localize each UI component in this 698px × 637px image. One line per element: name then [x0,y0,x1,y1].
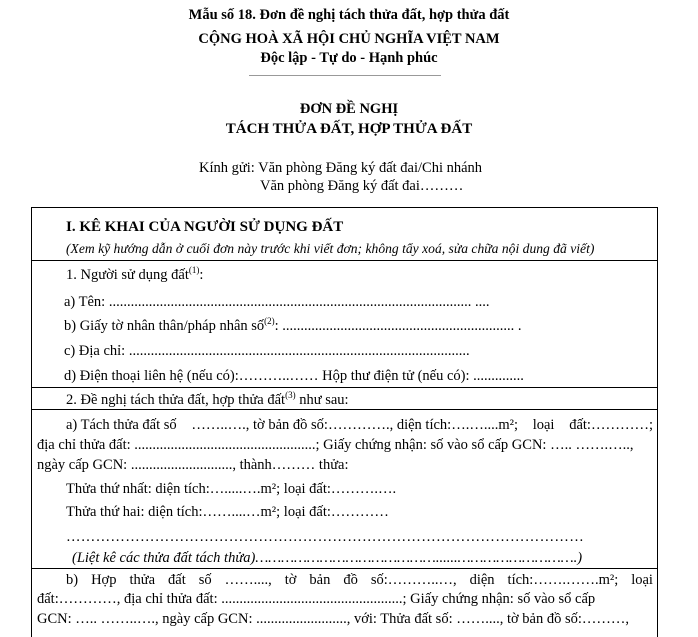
split-text: đất:…………; [569,417,653,433]
merge-text: số [198,572,212,588]
id-paper-field: b) Giấy tờ nhân thân/pháp nhân số$^{(2)}$: ................................................................ . [64,316,522,334]
merge-text: ……...., [224,572,272,588]
split-parcel-1: Thửa thứ nhất: diện tích:….....….m²; loại đất:……….…. [66,481,397,497]
split-parcel-2: Thửa thứ hai: diện tích:……....…m²; loại đất:………… [66,504,389,520]
merge-text: số:………..…, [370,572,457,588]
contact-field: d) Điện thoại liên hệ (nếu có):………..…… Hộp thư điện tử (nếu có): .............. [64,368,524,384]
table-divider [31,260,658,261]
merge-text: bản [309,572,331,588]
country-name: CỘNG HOÀ XÃ HỘI CHỦ NGHĨA VIỆT NAM [198,31,500,47]
merge-text: đồ [343,572,358,588]
merge-line-2: đất:…………, địa chỉ thửa đất: ..................................................; Giấy chứng nhận: số vào sổ cấp [37,591,596,607]
split-line-1 [66,416,653,434]
merge-text: tích:…….…….m²; [507,572,619,588]
table-divider [31,409,658,410]
request-label: 2. Đề nghị tách thửa đất, hợp thửa đất$^{(3)}$ như sau: [66,390,349,408]
split-text: loại [532,417,555,433]
merge-text: đất [168,572,186,588]
national-motto: Độc lập - Tự do - Hạnh phúc [260,50,438,66]
section-heading: I. KÊ KHAI CỦA NGƯỜI SỬ DỤNG ĐẤT [66,219,344,235]
merge-text: tờ [284,572,297,588]
merge-line-1 [66,571,653,589]
recipient-line-2: Văn phòng Đăng ký đất đai……… [260,178,464,194]
table-divider [31,387,658,388]
merge-text: diện [469,572,495,588]
merge-text: loại [631,572,653,588]
merge-text: Hợp [91,572,117,588]
table-divider [31,568,658,569]
land-user-label: 1. Người sử dụng đất$^{(1)}$: [66,265,204,283]
merge-text: thửa [129,572,156,588]
recipient-line-1: Kính gửi: Văn phòng Đăng ký đất đai/Chi nhánh [199,160,483,176]
form-number: Mẫu số 18. Đơn đề nghị tách thửa đất, hợp thửa đất [188,7,510,23]
section-note: (Xem kỹ hướng dẫn ở cuối đơn này trước khi viết đơn; không tẩy xoá, sửa chữa nội dung đã viết) [66,241,595,256]
document-title: ĐƠN ĐỀ NGHỊ [299,101,399,117]
split-list-note: (Liệt kê các thửa đất tách thửa)……………………………………......……………………….) [72,550,583,566]
split-dotted-line: …………………………………………………………………………………………… [66,529,584,545]
name-field: a) Tên: .................................................................................................... .... [64,294,490,310]
split-line-3: ngày cấp GCN: ............................, thành……… thửa: [37,457,349,473]
split-line-2: địa chỉ thửa đất: ..................................................; Giấy chứng nhận: số vào sổ cấp GCN: ….. …….….., [37,437,634,453]
merge-text: b) [66,572,79,588]
address-field: c) Địa chỉ: .............................................................................................. [64,343,470,359]
merge-line-3: GCN: ….. ……..…., ngày cấp GCN: ........................., với: Thửa đất số: ……...., tờ bản đồ số:………, [37,611,630,627]
split-text: a) Tách thửa đất số [66,417,177,433]
split-text: ……..…., tờ bản đồ số:…………., diện tích:….…....m²; [191,417,518,433]
document-subtitle: TÁCH THỬA ĐẤT, HỢP THỬA ĐẤT [225,121,473,137]
motto-underline [249,75,441,76]
